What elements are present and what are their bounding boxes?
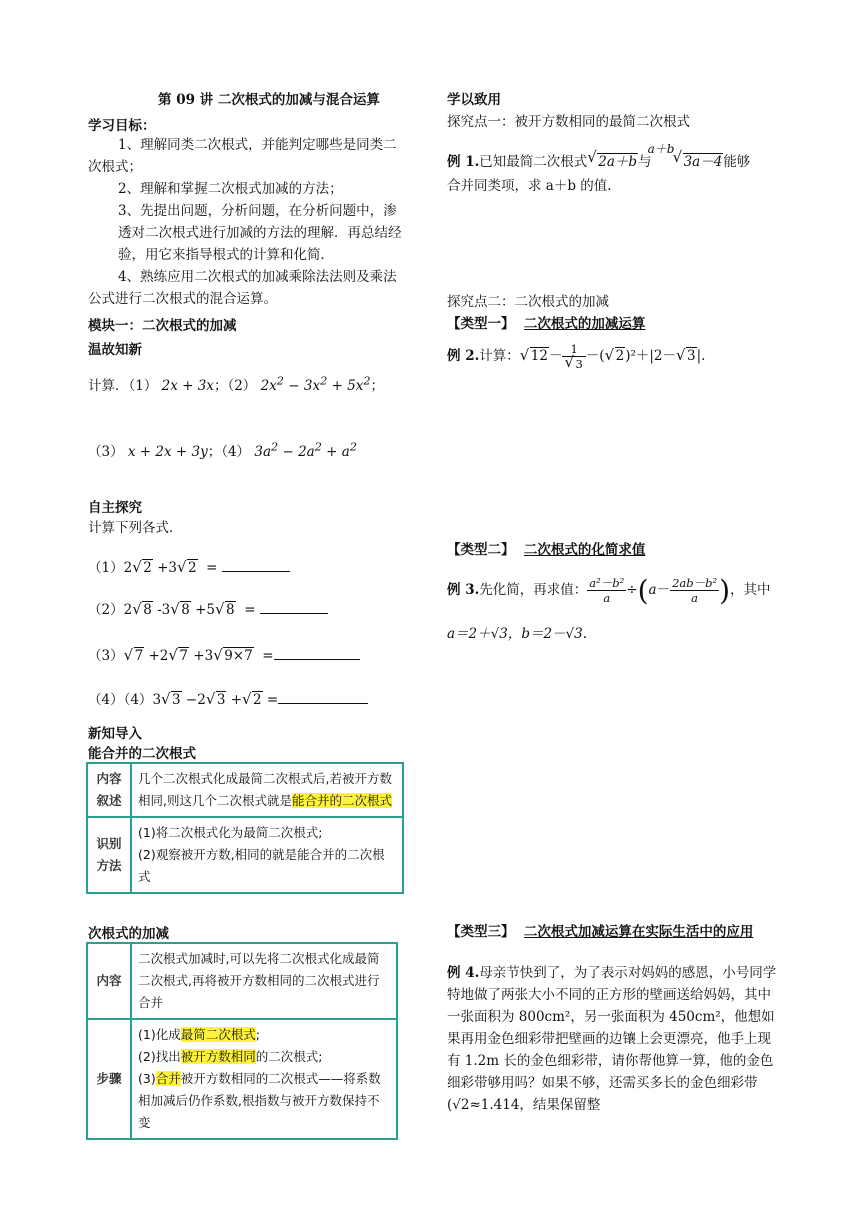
highlight-combinable: 能合并的二次根式 xyxy=(291,793,392,808)
expr-2: $2x^2 - 3x^2 + 5x^2$ xyxy=(260,374,371,394)
example-1-line2: 合并同类项，求 a＋b 的值. xyxy=(447,178,612,194)
highlight-step3: 合并 xyxy=(155,1071,181,1086)
type1-heading xyxy=(447,312,645,332)
apply-heading: 学以致用 xyxy=(447,92,501,108)
example-3-line1: 例 3.先化简，再求值： $\frac{\text{a²－b²}}{a}$ ÷(a－ $\frac{\text{2ab－b²}}{a}$ )，其中 xyxy=(447,574,771,607)
type2-heading xyxy=(447,538,645,558)
objective-1: 1、理解同类二次根式，并能判定哪些是同类二次根式； xyxy=(88,137,397,175)
calc-sep: ；（2） xyxy=(213,378,257,394)
objective-4: 4、熟练应用二次根式的加减乘除法法则及乘法公式进行二次根式的混合运算。 xyxy=(88,269,397,307)
addsub-heading: 次根式的加减 xyxy=(88,926,169,942)
highlight-step2: 被开方数相同 xyxy=(180,1049,256,1064)
example-2: 例 2.计算：√ 12－ 1 √ 3 －(√ 2)²＋|2－√ 3|. xyxy=(447,342,705,371)
calc-label-3: （3） xyxy=(88,444,124,460)
type3-title: 二次根式加减运算在实际生活中的应用 xyxy=(523,924,754,940)
type2-tag: 【类型二】 xyxy=(447,542,515,558)
type2-title: 二次根式的化简求值 xyxy=(523,542,646,558)
example-1-label: 例 1. xyxy=(447,154,480,170)
module1-heading: 模块一：二次根式的加减 xyxy=(88,318,237,334)
type3-heading xyxy=(447,920,753,940)
example-3-label: 例 3. xyxy=(447,582,480,598)
explore-item-1: （1）2√ 2 +3√ 2 = xyxy=(88,556,290,576)
objective-2: 2、理解和掌握二次根式加减的方法； xyxy=(118,181,343,197)
combinable-table xyxy=(86,762,404,894)
explore-heading: 自主探究 xyxy=(88,500,142,516)
point1-heading: 探究点一：被开方数相同的最简二次根式 xyxy=(447,114,690,130)
combinable-heading: 能合并的二次根式 xyxy=(88,746,196,762)
item-label: （4）（4） xyxy=(88,692,153,708)
explore-item-3: （3）√ 7 +2√ 7 +3√ 9×7 = xyxy=(88,644,360,664)
example-3-line2: a＝2＋√3，b＝2－√3. xyxy=(447,626,588,642)
identify-method-cell: (1)将二次根式化为最简二次根式; (2)观察被开方数,相同的就是能合并的二次根式 xyxy=(131,817,403,893)
content-cell: 二次根式加减时,可以先将二次根式化成最简二次根式,再将被开方数相同的二次根式进行合并 xyxy=(131,943,397,1019)
example-1-line1: 例 1.已知最简二次根式√ 2a＋b与 a＋b √ 3a－4能够 xyxy=(447,150,750,170)
steps-head: 步骤 xyxy=(87,1019,131,1139)
point2-heading: 探究点二：二次根式的加减 xyxy=(447,294,609,310)
example-4 xyxy=(447,962,779,1116)
item-label: （1） xyxy=(88,560,124,576)
type1-tag: 【类型一】 xyxy=(447,316,515,332)
explore-intro: 计算下列各式． xyxy=(88,520,183,536)
expr-1: 2x + 3x xyxy=(161,378,214,394)
explore-item-2: （2）2√ 8 -3√ 8 +5√ 8 = xyxy=(88,598,328,618)
review-calc-line1: 计算．（1） 2x + 3x；（2） $2x^2 - 3x^2 + 5x^2$； xyxy=(88,374,385,394)
steps-cell: (1)化成最简二次根式; (2)找出被开方数相同的二次根式; (3)合并被开方数相同的二次根式——将系数相加减后仍作系数,根指数与被开方数保持不变 xyxy=(131,1019,397,1139)
objectives-heading: 学习目标： xyxy=(88,118,156,134)
review-heading: 温故知新 xyxy=(88,342,142,358)
example-4-text: 母亲节快到了，为了表示对妈妈的感恩，小号同学特地做了两张大小不同的正方形的壁画送给妈妈，其中一张面积为 800cm²，另一张面积为 450cm²，他想如果再用金色细彩带把壁画的边镶上会更漂亮，他手上现有 1.2m 长的金色细彩带，请你帮他算一算，他的金色细彩带够用吗？如果不够，还需买多长的金色细彩带(√2≈1.414，结果保留整 xyxy=(447,965,777,1113)
new-knowledge-heading: 新知导入 xyxy=(88,726,142,742)
example-2-label: 例 2. xyxy=(447,348,480,364)
calc-label: 计算．（1） xyxy=(88,378,158,394)
calc-sep-4: ；（4） xyxy=(207,444,251,460)
content-desc-cell: 几个二次根式化成最简二次根式后,若被开方数相同,则这几个二次根式就是能合并的二次根式 xyxy=(131,763,403,817)
content-head: 内容 xyxy=(87,943,131,1019)
page-title: 第 09 讲 二次根式的加减与混合运算 xyxy=(158,92,380,108)
expr-4: $3a^2 - 2a^2 + a^2$ xyxy=(254,440,358,460)
item-label: （3） xyxy=(88,648,124,664)
type1-title: 二次根式的加减运算 xyxy=(523,316,646,332)
identify-method-head: 识别方法 xyxy=(87,817,131,893)
content-desc-head: 内容叙述 xyxy=(87,763,131,817)
type3-tag: 【类型三】 xyxy=(447,924,515,940)
objective-3: 3、先提出问题，分析问题，在分析问题中，渗透对二次根式进行加减的方法的理解．再总结经验，用它来指导根式的计算和化简． xyxy=(118,203,402,263)
addsub-table xyxy=(86,942,398,1140)
review-calc-line2 xyxy=(88,440,357,460)
item-label: （2） xyxy=(88,602,124,618)
expr-3: x + 2x + 3y xyxy=(127,444,208,460)
explore-item-4: （4）（4）3√ 3 −2√ 3 +√ 2 = xyxy=(88,688,368,708)
highlight-step1: 最简二次根式 xyxy=(180,1027,256,1042)
example-4-label: 例 4. xyxy=(447,965,480,981)
